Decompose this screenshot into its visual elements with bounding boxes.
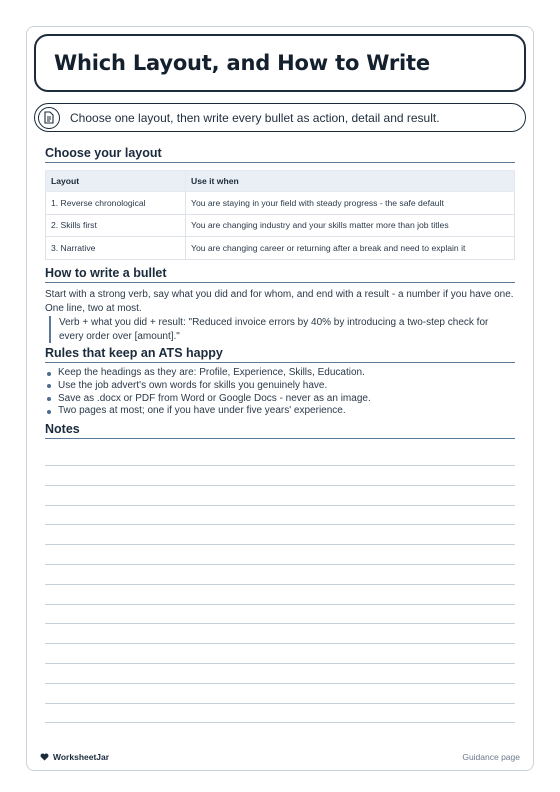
writing-line: [45, 604, 515, 605]
writing-line: [45, 564, 515, 565]
list-item: Keep the headings as they are: Profile, Experience, Skills, Education.: [47, 367, 512, 380]
writing-line: [45, 663, 515, 664]
writing-line: [45, 584, 515, 585]
intro-banner: [34, 103, 526, 132]
section-heading-ats: Rules that keep an ATS happy: [45, 346, 515, 363]
document-icon: [38, 107, 60, 129]
bullet-example: Verb + what you did + result: "Reduced invoice errors by 40% by introducing a two-step check for every order over [amount].": [49, 316, 511, 343]
footer-page-label: Guidance page: [462, 752, 520, 762]
writing-line: [45, 683, 515, 684]
table-cell: 3. Narrative: [46, 237, 186, 260]
table-row: [46, 237, 515, 260]
ats-rules-list: [47, 367, 512, 418]
column-header: Layout: [46, 171, 186, 192]
writing-line: [45, 623, 515, 624]
section-heading-bullet: How to write a bullet: [45, 266, 515, 283]
table-row: [46, 214, 515, 237]
page-title: Which Layout, and How to Write: [54, 51, 430, 75]
list-item: Use the job advert's own words for skills you genuinely have.: [47, 380, 512, 393]
list-item: Save as .docx or PDF from Word or Google Docs - never as an image.: [47, 393, 512, 406]
section-heading-notes: Notes: [45, 422, 515, 439]
layout-table: [45, 170, 515, 260]
footer-brand-label: WorksheetJar: [53, 752, 110, 762]
writing-line: [45, 465, 515, 466]
writing-line: [45, 722, 515, 723]
writing-line: [45, 505, 515, 506]
section-heading-layout: Choose your layout: [45, 146, 515, 163]
writing-line: [45, 544, 515, 545]
list-item: Two pages at most; one if you have under five years' experience.: [47, 405, 512, 418]
table-row: [46, 192, 515, 215]
writing-line: [45, 485, 515, 486]
intro-text: Choose one layout, then write every bullet as action, detail and result.: [70, 110, 440, 125]
bullet-dot: [47, 372, 51, 376]
bullet-dot: [47, 397, 51, 401]
bullet-dot: [47, 410, 51, 414]
writing-line: [45, 703, 515, 704]
table-header-row: [46, 171, 515, 192]
heart-icon: [40, 753, 49, 761]
title-banner: [34, 34, 526, 92]
column-header: Use it when: [186, 171, 515, 192]
writing-line: [45, 643, 515, 644]
writing-line: [45, 524, 515, 525]
table-cell: 1. Reverse chronological: [46, 192, 186, 215]
bullet-paragraph: Start with a strong verb, say what you did and for whom, and end with a result - a number if you have one. One line, two at most.: [45, 289, 514, 314]
table-cell: 2. Skills first: [46, 214, 186, 237]
table-cell: You are changing career or returning after a break and need to explain it: [186, 237, 515, 260]
bullet-dot: [47, 384, 51, 388]
table-cell: You are staying in your field with steady progress - the safe default: [186, 192, 515, 215]
footer-brand: [40, 752, 109, 762]
table-cell: You are changing industry and your skills matter more than job titles: [186, 214, 515, 237]
